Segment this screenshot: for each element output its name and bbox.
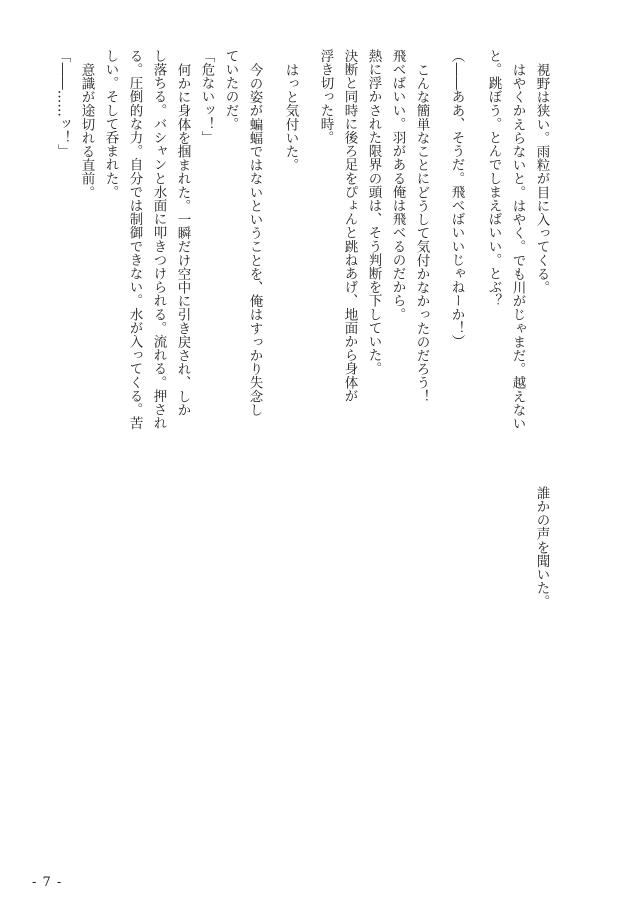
text-line-17: しい。そして呑まれた。 [102, 49, 119, 199]
text-line-7: 熱に浮かされた限界の頭は、そう判断を下していた。 [365, 49, 382, 376]
text-line-6: 飛べばいい。羽がある俺は飛べるのだから。 [389, 49, 406, 321]
text-line-13: 「危ないッ！」 [198, 49, 215, 145]
text-line-12: ていたのだ。 [222, 49, 239, 131]
text-line-18: 意識が途切れる直前。 [78, 63, 95, 199]
text-line-14: 何かに身体を掴まれた。一瞬だけ空中に引き戻され、しか [174, 63, 191, 417]
text-line-16: る。圧倒的な力。自分では制御できない。水が入ってくる。苦 [126, 49, 143, 430]
text-line-2: はやくかえらないと。はやく。でも川がじゃまだ。越えない [509, 63, 526, 431]
text-line-11: 今の姿が蝙蝠ではないということを、俺はすっかり失念し [246, 63, 263, 417]
text-line-3: と。跳ぼう。とんでしまえばいい。とぶ？ [485, 49, 502, 308]
text-line-8: 決断と同時に後ろ足をぴょんと跳ねあげ、地面から身体が [341, 49, 358, 403]
text-line-15: し落ちる。バシャンと水面に叩きつけられる。流れる。押され [150, 49, 167, 430]
text-line-10: はっと気付いた。 [282, 63, 299, 172]
text-line-5: こんな簡単なことにどうして気付かなかったのだろう！ [413, 63, 430, 403]
page-number: - 7 - [32, 875, 63, 890]
text-line-19: 「――……ッ！」 [54, 49, 71, 158]
text-line-20: 誰かの声を聞いた。 [533, 486, 550, 609]
text-line-4: （――ああ、そうだ。飛べばいいじゃねーか！） [448, 49, 465, 349]
text-line-1: 視野は狭い。雨粒が目に入ってくる。 [533, 63, 550, 295]
text-line-9: 浮き切った時。 [317, 49, 334, 145]
